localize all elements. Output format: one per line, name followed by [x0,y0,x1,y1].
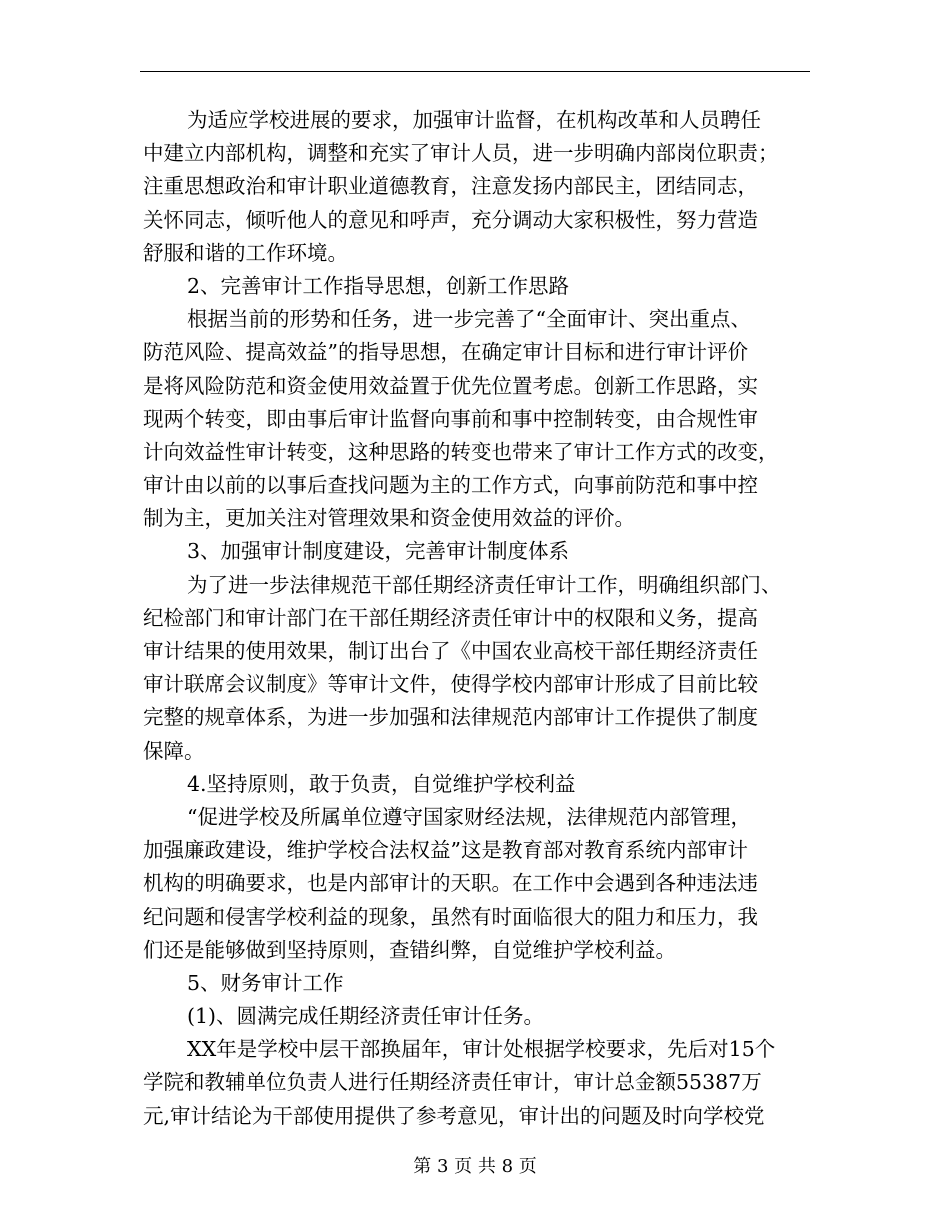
text-line: 为了进一步法律规范干部任期经济责任审计工作，明确组织部门、 [187,572,782,597]
text-line: 保障。 [143,738,205,763]
text-line: 中建立内部机构，调整和充实了审计人员，进一步明确内部岗位职责； [143,141,779,166]
text-line: (1)、圆满完成任期经济责任审计任务。 [187,1004,545,1029]
text-line: 元,审计结论为干部使用提供了参考意见，审计出的问题及时向学校党 [143,1103,765,1128]
document-body [143,104,813,1133]
text-line: 注重思想政治和审计职业道德教育，注意发扬内部民主，团结同志， [143,174,758,199]
text-line: 审计由以前的以事后查找问题为主的工作方式，向事前防范和事中控 [143,473,758,498]
text-line: XX年是学校中层干部换届年，审计处根据学校要求，先后对15个 [187,1037,776,1062]
text-line: 2、完善审计工作指导思想，创新工作思路 [187,273,570,298]
text-line: 审计结果的使用效果，制订出台了《中国农业高校干部任期经济责任 [143,639,758,663]
text-line: 舒服和谐的工作环境。 [143,240,348,265]
text-line: “促进学校及所属单位遵守国家财经法规，法律规范内部管理， [187,804,751,829]
text-line: 计向效益性审计转变，这种思路的转变也带来了审计工作方式的改变， [143,439,779,464]
text-line: 机构的明确要求，也是内部审计的天职。在工作中会遇到各种违法违 [143,871,758,896]
text-line: 完整的规章体系，为进一步加强和法律规范内部审计工作提供了制度 [143,705,758,730]
text-line: 5、财务审计工作 [187,970,344,995]
text-line: 防范风险、提高效益”的指导思想，在确定审计目标和进行审计评价 [143,340,748,365]
text-line: 3、加强审计制度建设，完善审计制度体系 [187,539,570,564]
text-line: 现两个转变，即由事后审计监督向事前和事中控制转变，由合规性审 [143,406,758,431]
text-line: 们还是能够做到坚持原则，查错纠弊，自觉维护学校利益。 [143,937,676,962]
header-rule [140,71,810,72]
text-line: 制为主，更加关注对管理效果和资金使用效益的评价。 [143,506,635,531]
text-line: 4.坚持原则，敢于负责，自觉维护学校利益 [187,771,576,796]
text-line: 纪问题和侵害学校利益的现象，虽然有时面临很大的阻力和压力，我 [143,904,758,929]
text-line: 是将风险防范和资金使用效益置于优先位置考虑。创新工作思路，实 [143,373,758,398]
text-line: 为适应学校进展的要求，加强审计监督，在机构改革和人员聘任 [187,108,761,132]
page-number: 第 3 页 共 8 页 [413,1156,537,1177]
text-line: 加强廉政建设，维护学校合法权益”这是教育部对教育系统内部审计 [143,838,748,863]
text-line: 根据当前的形势和任务，进一步完善了“全面审计、突出重点、 [187,307,751,332]
text-line: 关怀同志，倾听他人的意见和呼声，充分调动大家积极性，努力营造 [143,207,758,232]
text-line: 纪检部门和审计部门在干部任期经济责任审计中的权限和义务，提高 [143,605,758,630]
text-line: 学院和教辅单位负责人进行任期经济责任审计，审计总金额55387万 [143,1070,762,1095]
text-line: 审计联席会议制度》等审计文件，使得学校内部审计形成了目前比较 [143,672,758,697]
